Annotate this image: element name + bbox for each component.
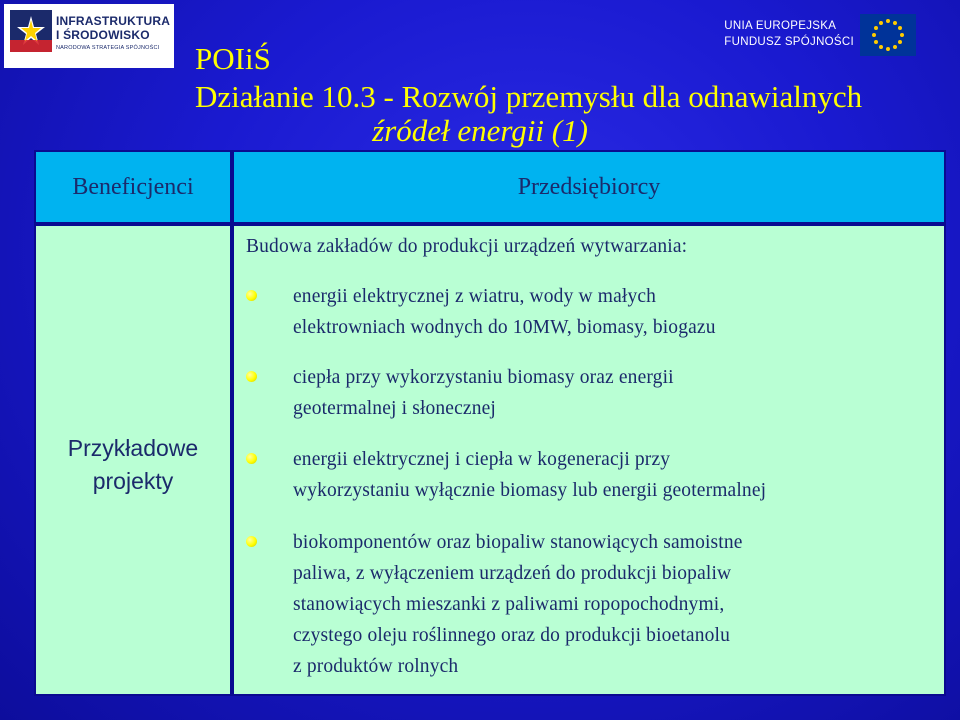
bullet-line: wykorzystaniu wyłącznie biomasy lub energii geotermalnej	[293, 480, 767, 501]
header-przedsiebiorcy-cell	[232, 150, 946, 224]
nss-star-logo-icon	[10, 10, 52, 52]
bullet-dot-icon	[246, 290, 257, 301]
bullet-dot-icon	[246, 453, 257, 464]
eu-line-1: UNIA EUROPEJSKA	[724, 20, 837, 32]
bullet-line: czystego oleju roślinnego oraz do produkcji bioetanolu	[293, 625, 730, 646]
bullet-line: energii elektrycznej z wiatru, wody w małych	[293, 286, 657, 307]
side-label-line-2: projekty	[92, 468, 174, 494]
header-beneficjenci-cell	[34, 150, 232, 224]
projects-content-cell	[232, 224, 946, 696]
slide-title	[195, 40, 862, 116]
side-label-line-1: Przykładowe	[67, 435, 199, 461]
bullet-line: paliwa, z wyłączeniem urządzeń do produkcji biopaliw	[293, 563, 732, 584]
bullet-line: elektrowniach wodnych do 10MW, biomasy, biogazu	[293, 317, 716, 338]
title-line-1: POIiŚ	[195, 41, 271, 76]
bullet-line: ciepła przy wykorzystaniu biomasy oraz energii	[293, 367, 674, 388]
logo-line-1: INFRASTRUKTURA	[56, 14, 171, 28]
title-line-3: źródeł energii (1)	[372, 113, 588, 148]
content-table	[34, 150, 946, 696]
side-label	[36, 432, 230, 498]
title-line-2: Działanie 10.3 - Rozwój przemysłu dla odnawialnych	[195, 79, 863, 114]
header-przedsiebiorcy: Przedsiębiorcy	[517, 174, 661, 200]
bullet-line: energii elektrycznej i ciepła w kogeneracji przy	[293, 449, 671, 470]
bullet-line: stanowiących mieszanki z paliwami ropopochodnymi,	[293, 594, 725, 615]
eu-line-2: FUNDUSZ SPÓJNOŚCI	[724, 36, 854, 48]
side-label-cell	[34, 224, 232, 696]
logo-line-3: NARODOWA STRATEGIA SPÓJNOŚCI	[56, 45, 160, 51]
header-beneficjenci: Beneficjenci	[72, 174, 194, 200]
eu-flag-icon	[860, 14, 916, 56]
logo-line-2: I ŚRODOWISKO	[56, 28, 150, 42]
bullet-line: z produktów rolnych	[293, 656, 459, 677]
intro-text: Budowa zakładów do produkcji urządzeń wytwarzania:	[246, 236, 688, 257]
bullet-dot-icon	[246, 536, 257, 547]
bullet-line: geotermalnej i słonecznej	[293, 398, 496, 419]
bullet-dot-icon	[246, 371, 257, 382]
bullet-line: biokomponentów oraz biopaliw stanowiących samoistne	[293, 532, 743, 553]
infrastruktura-logo	[4, 4, 174, 68]
